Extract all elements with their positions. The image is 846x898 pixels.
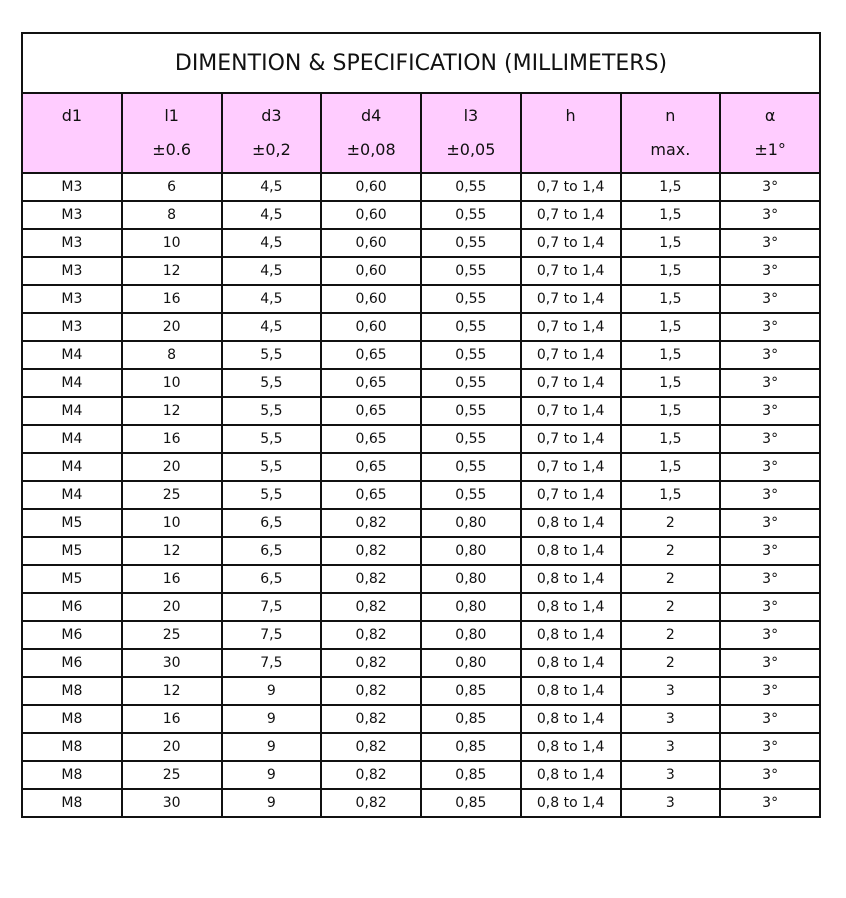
table-cell: 6,5 [222,565,322,593]
table-cell: 30 [122,649,222,677]
column-header [521,93,621,173]
table-cell: 0,8 to 1,4 [521,593,621,621]
column-tolerance: ±0,2 [251,140,291,159]
table-cell: 0,82 [321,565,421,593]
table-cell: 0,82 [321,621,421,649]
table-cell: M6 [22,649,122,677]
table-cell: 3° [720,229,820,257]
table-cell: 0,82 [321,509,421,537]
table-cell: 0,8 to 1,4 [521,677,621,705]
table-cell: M4 [22,397,122,425]
table-row [22,509,820,537]
table-cell: 0,7 to 1,4 [521,229,621,257]
table-row [22,789,820,817]
column-tolerance [522,132,620,140]
column-tolerance: ±0,08 [346,140,396,159]
table-cell: 0,8 to 1,4 [521,733,621,761]
table-cell: 0,8 to 1,4 [521,621,621,649]
table-row [22,453,820,481]
table-cell: M4 [22,481,122,509]
table-cell: 3 [621,789,721,817]
table-cell: 0,55 [421,229,521,257]
table-cell: M3 [22,201,122,229]
table-cell: 5,5 [222,481,322,509]
table-cell: 8 [122,201,222,229]
column-header [621,93,721,173]
table-cell: 4,5 [222,173,322,201]
table-cell: 25 [122,621,222,649]
table-cell: M5 [22,509,122,537]
table-cell: 2 [621,565,721,593]
table-cell: M4 [22,425,122,453]
table-cell: 0,55 [421,397,521,425]
table-cell: 0,85 [421,677,521,705]
table-cell: 0,82 [321,761,421,789]
table-cell: 0,7 to 1,4 [521,173,621,201]
table-cell: 3 [621,761,721,789]
table-cell: 0,65 [321,425,421,453]
table-cell: 0,7 to 1,4 [521,425,621,453]
table-row [22,733,820,761]
table-cell: 0,55 [421,341,521,369]
table-cell: M3 [22,257,122,285]
table-cell: 0,8 to 1,4 [521,761,621,789]
table-cell: 0,60 [321,173,421,201]
column-tolerance: ±0,05 [446,140,496,159]
table-cell: 0,85 [421,733,521,761]
table-cell: 1,5 [621,173,721,201]
table-cell: M5 [22,565,122,593]
table-cell: M3 [22,229,122,257]
table-cell: M8 [22,733,122,761]
table-cell: 0,55 [421,257,521,285]
table-cell: 0,80 [421,509,521,537]
table-cell: 0,80 [421,649,521,677]
column-symbol: d4 [360,106,382,125]
table-cell: 0,60 [321,285,421,313]
table-cell: 0,7 to 1,4 [521,369,621,397]
column-header [321,93,421,173]
table-cell: 12 [122,257,222,285]
table-cell: 0,55 [421,313,521,341]
table-cell: 1,5 [621,313,721,341]
table-cell: 9 [222,733,322,761]
column-symbol: l1 [164,106,179,125]
table-cell: M3 [22,173,122,201]
column-header [222,93,322,173]
table-cell: 0,55 [421,425,521,453]
table-cell: 12 [122,397,222,425]
table-cell: 7,5 [222,649,322,677]
table-cell: 3° [720,257,820,285]
table-cell: 9 [222,677,322,705]
table-cell: M4 [22,341,122,369]
table-cell: M5 [22,537,122,565]
table-cell: 0,7 to 1,4 [521,341,621,369]
table-row [22,341,820,369]
table-cell: 3 [621,705,721,733]
table-cell: 1,5 [621,285,721,313]
table-cell: 1,5 [621,453,721,481]
table-cell: 4,5 [222,313,322,341]
column-header [122,93,222,173]
table-cell: 2 [621,621,721,649]
table-cell: 0,8 to 1,4 [521,705,621,733]
table-cell: 0,55 [421,369,521,397]
table-cell: 5,5 [222,425,322,453]
table-cell: M3 [22,285,122,313]
table-cell: 3° [720,593,820,621]
table-cell: 0,60 [321,313,421,341]
table-cell: 0,82 [321,649,421,677]
table-cell: 3° [720,285,820,313]
column-header [421,93,521,173]
table-cell: 12 [122,677,222,705]
column-symbol: h [565,106,576,125]
table-cell: M8 [22,705,122,733]
table-row [22,229,820,257]
table-cell: 0,65 [321,481,421,509]
title-row [22,33,820,93]
table-cell: 3° [720,481,820,509]
column-header [22,93,122,173]
table-row [22,537,820,565]
table-cell: M3 [22,313,122,341]
table-cell: M8 [22,761,122,789]
table-cell: 3° [720,733,820,761]
table-cell: M6 [22,593,122,621]
table-cell: 3° [720,397,820,425]
column-tolerance: ±1° [754,140,786,159]
table-cell: 20 [122,733,222,761]
table-cell: M4 [22,453,122,481]
table-cell: 0,65 [321,453,421,481]
table-row [22,481,820,509]
table-cell: 0,80 [421,537,521,565]
table-cell: 30 [122,789,222,817]
table-cell: 0,55 [421,173,521,201]
table-cell: 0,8 to 1,4 [521,537,621,565]
table-cell: M6 [22,621,122,649]
table-cell: 3° [720,761,820,789]
table-cell: 0,55 [421,201,521,229]
table-cell: 6,5 [222,537,322,565]
table-cell: 0,65 [321,369,421,397]
table-row [22,397,820,425]
table-cell: M4 [22,369,122,397]
table-cell: 9 [222,761,322,789]
column-tolerance [23,132,121,140]
table-row [22,649,820,677]
table-cell: 0,85 [421,761,521,789]
table-cell: 3° [720,621,820,649]
table-cell: 3 [621,677,721,705]
table-cell: 3° [720,425,820,453]
table-cell: 9 [222,789,322,817]
table-cell: 16 [122,565,222,593]
table-cell: 5,5 [222,341,322,369]
table-body [22,173,820,817]
table-cell: 0,7 to 1,4 [521,313,621,341]
table-cell: 0,82 [321,733,421,761]
table-cell: 0,82 [321,789,421,817]
table-cell: 3° [720,173,820,201]
table-cell: 4,5 [222,257,322,285]
table-cell: 3° [720,341,820,369]
table-row [22,425,820,453]
table-cell: 0,55 [421,285,521,313]
table-cell: 3° [720,537,820,565]
column-header-row [22,93,820,173]
table-row [22,593,820,621]
table-cell: M8 [22,677,122,705]
table-row [22,313,820,341]
table-cell: 0,82 [321,593,421,621]
table-cell: 0,8 to 1,4 [521,649,621,677]
table-cell: 1,5 [621,397,721,425]
table-cell: 0,7 to 1,4 [521,201,621,229]
table-cell: 0,7 to 1,4 [521,285,621,313]
table-cell: 0,60 [321,257,421,285]
table-row [22,173,820,201]
table-cell: 8 [122,341,222,369]
table-cell: 2 [621,593,721,621]
table-cell: M8 [22,789,122,817]
table-cell: 3° [720,509,820,537]
table-cell: 10 [122,509,222,537]
table-cell: 0,8 to 1,4 [521,565,621,593]
table-cell: 9 [222,705,322,733]
table-cell: 1,5 [621,201,721,229]
column-symbol: n [665,106,676,125]
table-cell: 3° [720,313,820,341]
table-cell: 5,5 [222,397,322,425]
table-cell: 1,5 [621,369,721,397]
table-cell: 2 [621,509,721,537]
table-cell: 0,80 [421,565,521,593]
table-cell: 0,7 to 1,4 [521,481,621,509]
column-symbol: d1 [61,106,83,125]
table-cell: 7,5 [222,621,322,649]
table-cell: 25 [122,761,222,789]
table-cell: 2 [621,649,721,677]
table-cell: 0,65 [321,341,421,369]
table-cell: 6 [122,173,222,201]
table-cell: 20 [122,313,222,341]
table-cell: 3° [720,705,820,733]
table-cell: 0,85 [421,705,521,733]
table-cell: 0,55 [421,481,521,509]
table-row [22,369,820,397]
table-row [22,565,820,593]
table-cell: 10 [122,369,222,397]
table-cell: 1,5 [621,257,721,285]
column-symbol: α [764,106,776,125]
table-cell: 3° [720,201,820,229]
table-row [22,201,820,229]
table-row [22,257,820,285]
table-cell: 12 [122,537,222,565]
table-row [22,761,820,789]
table-cell: 6,5 [222,509,322,537]
table-row [22,621,820,649]
column-tolerance: max. [650,140,691,159]
table-cell: 4,5 [222,285,322,313]
table-cell: 0,82 [321,537,421,565]
column-header [720,93,820,173]
table-cell: 0,7 to 1,4 [521,257,621,285]
table-cell: 16 [122,425,222,453]
table-cell: 0,7 to 1,4 [521,397,621,425]
table-cell: 0,8 to 1,4 [521,789,621,817]
table-cell: 25 [122,481,222,509]
table-cell: 4,5 [222,229,322,257]
table-cell: 5,5 [222,369,322,397]
table-cell: 16 [122,285,222,313]
table-cell: 0,60 [321,201,421,229]
table-cell: 3° [720,369,820,397]
table-cell: 0,80 [421,593,521,621]
table-cell: 2 [621,537,721,565]
column-symbol: l3 [463,106,479,125]
table-cell: 0,8 to 1,4 [521,509,621,537]
table-cell: 0,55 [421,453,521,481]
column-symbol: d3 [261,106,282,125]
specification-table [21,32,821,818]
table-cell: 20 [122,593,222,621]
table-cell: 1,5 [621,481,721,509]
table-cell: 3° [720,565,820,593]
table-cell: 3° [720,649,820,677]
column-tolerance: ±0.6 [152,140,192,159]
table-cell: 20 [122,453,222,481]
table-cell: 1,5 [621,229,721,257]
table-cell: 0,7 to 1,4 [521,453,621,481]
table-cell: 7,5 [222,593,322,621]
table-cell: 0,80 [421,621,521,649]
table-cell: 3° [720,789,820,817]
table-title: DIMENTION & SPECIFICATION (MILLIMETERS) [22,33,820,93]
table-cell: 3 [621,733,721,761]
table-cell: 1,5 [621,341,721,369]
table-cell: 0,60 [321,229,421,257]
table-cell: 5,5 [222,453,322,481]
table-row [22,705,820,733]
table-cell: 0,85 [421,789,521,817]
table-cell: 0,65 [321,397,421,425]
table-cell: 4,5 [222,201,322,229]
table-cell: 0,82 [321,677,421,705]
table-cell: 3° [720,677,820,705]
table-cell: 1,5 [621,425,721,453]
table-cell: 16 [122,705,222,733]
table-row [22,285,820,313]
table-row [22,677,820,705]
table-cell: 10 [122,229,222,257]
table-cell: 3° [720,453,820,481]
table-cell: 0,82 [321,705,421,733]
